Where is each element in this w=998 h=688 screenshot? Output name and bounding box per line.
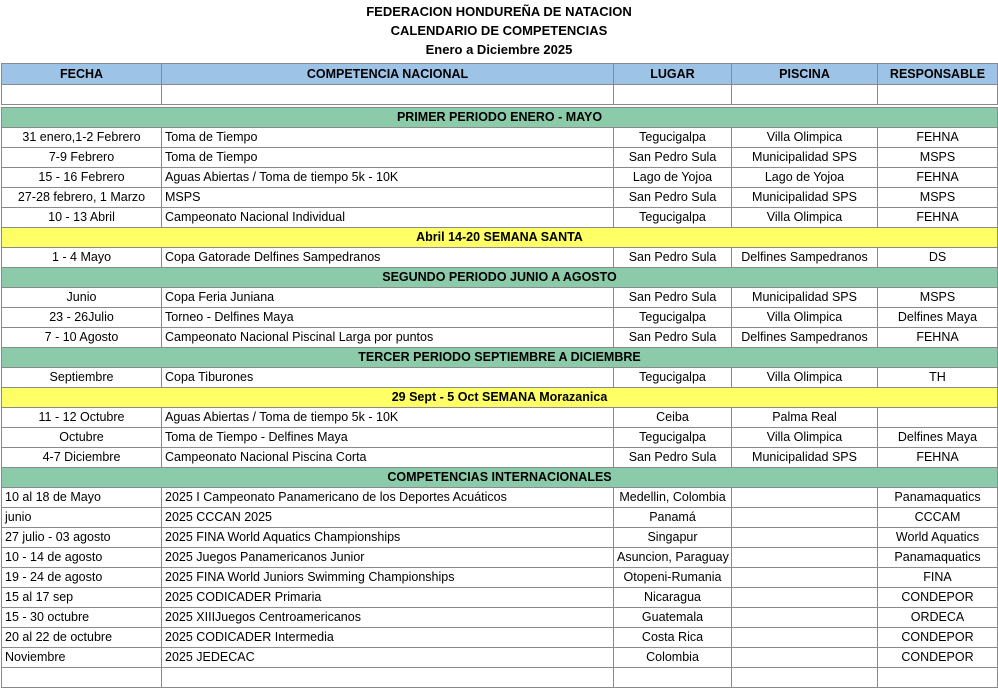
cell-fecha: 23 - 26Julio xyxy=(2,308,162,328)
cell-competencia: Copa Gatorade Delfines Sampedranos xyxy=(162,248,614,268)
cell-piscina xyxy=(732,508,878,528)
table-row xyxy=(2,188,998,208)
cell-piscina xyxy=(732,488,878,508)
document-title-block xyxy=(0,0,998,63)
cell-competencia: Toma de Tiempo - Delfines Maya xyxy=(162,428,614,448)
cell-fecha: 27-28 febrero, 1 Marzo xyxy=(2,188,162,208)
cell-competencia: Campeonato Nacional Piscinal Larga por puntos xyxy=(162,328,614,348)
blank-cell xyxy=(162,85,614,105)
cell-responsable: FEHNA xyxy=(878,208,998,228)
semana-santa-row: Abril 14-20 SEMANA SANTA xyxy=(2,228,998,248)
blank-cell xyxy=(2,85,162,105)
blank-cell xyxy=(2,668,162,688)
cell-lugar: Tegucigalpa xyxy=(614,128,732,148)
cell-competencia: 2025 Juegos Panamericanos Junior xyxy=(162,548,614,568)
cell-fecha: 1 - 4 Mayo xyxy=(2,248,162,268)
cell-piscina: Palma Real xyxy=(732,408,878,428)
cell-lugar: Tegucigalpa xyxy=(614,208,732,228)
cell-fecha: 20 al 22 de octubre xyxy=(2,628,162,648)
cell-responsable: Delfines Maya xyxy=(878,308,998,328)
cell-lugar: San Pedro Sula xyxy=(614,188,732,208)
section-tercer-periodo: TERCER PERIODO SEPTIEMBRE A DICIEMBRE xyxy=(2,348,998,368)
cell-lugar: Lago de Yojoa xyxy=(614,168,732,188)
cell-lugar: San Pedro Sula xyxy=(614,288,732,308)
section-segundo-periodo: SEGUNDO PERIODO JUNIO A AGOSTO xyxy=(2,268,998,288)
cell-competencia: 2025 CCCAN 2025 xyxy=(162,508,614,528)
table-row xyxy=(2,508,998,528)
cell-competencia: 2025 CODICADER Primaria xyxy=(162,588,614,608)
cell-piscina: Delfines Sampedranos xyxy=(732,328,878,348)
cell-fecha: junio xyxy=(2,508,162,528)
table-row xyxy=(2,308,998,328)
cell-piscina xyxy=(732,608,878,628)
cell-fecha: 11 - 12 Octubre xyxy=(2,408,162,428)
cell-fecha: 7 - 10 Agosto xyxy=(2,328,162,348)
cell-fecha: Octubre xyxy=(2,428,162,448)
cell-fecha: Septiembre xyxy=(2,368,162,388)
table-row xyxy=(2,128,998,148)
cell-piscina xyxy=(732,588,878,608)
cell-responsable: FINA xyxy=(878,568,998,588)
section-row xyxy=(2,468,998,488)
cell-lugar: Colombia xyxy=(614,648,732,668)
blank-cell xyxy=(732,85,878,105)
blank-cell xyxy=(878,85,998,105)
cell-fecha: 10 al 18 de Mayo xyxy=(2,488,162,508)
table-row xyxy=(2,448,998,468)
cell-piscina xyxy=(732,528,878,548)
cell-piscina xyxy=(732,648,878,668)
cell-piscina: Villa Olimpica xyxy=(732,428,878,448)
cell-responsable: World Aquatics xyxy=(878,528,998,548)
table-row xyxy=(2,168,998,188)
table-row xyxy=(2,208,998,228)
cell-piscina: Municipalidad SPS xyxy=(732,288,878,308)
table-row xyxy=(2,528,998,548)
header-lugar: LUGAR xyxy=(614,64,732,85)
blank-cell xyxy=(732,668,878,688)
cell-responsable: DS xyxy=(878,248,998,268)
calendar-table xyxy=(1,63,998,688)
cell-responsable: Panamaquatics xyxy=(878,488,998,508)
cell-piscina xyxy=(732,628,878,648)
blank-cell xyxy=(162,668,614,688)
header-row xyxy=(2,64,998,85)
table-row xyxy=(2,488,998,508)
cell-responsable: MSPS xyxy=(878,148,998,168)
cell-lugar: Asuncion, Paraguay xyxy=(614,548,732,568)
cell-responsable: Panamaquatics xyxy=(878,548,998,568)
cell-competencia: Campeonato Nacional Piscina Corta xyxy=(162,448,614,468)
section-row xyxy=(2,108,998,128)
cell-fecha: 10 - 14 de agosto xyxy=(2,548,162,568)
highlight-row xyxy=(2,388,998,408)
cell-fecha: 15 - 30 octubre xyxy=(2,608,162,628)
table-row xyxy=(2,428,998,448)
title-line-2: CALENDARIO DE COMPETENCIAS xyxy=(390,23,608,38)
cell-piscina: Lago de Yojoa xyxy=(732,168,878,188)
cell-lugar: Costa Rica xyxy=(614,628,732,648)
cell-lugar: San Pedro Sula xyxy=(614,148,732,168)
cell-responsable: CONDEPOR xyxy=(878,648,998,668)
cell-competencia: 2025 I Campeonato Panamericano de los Deportes Acuáticos xyxy=(162,488,614,508)
cell-responsable: MSPS xyxy=(878,188,998,208)
cell-lugar: Panamá xyxy=(614,508,732,528)
table-row xyxy=(2,288,998,308)
cell-fecha: Noviembre xyxy=(2,648,162,668)
cell-fecha: 10 - 13 Abril xyxy=(2,208,162,228)
cell-competencia: 2025 CODICADER Intermedia xyxy=(162,628,614,648)
header-responsable: RESPONSABLE xyxy=(878,64,998,85)
table-row xyxy=(2,568,998,588)
cell-piscina: Villa Olimpica xyxy=(732,208,878,228)
cell-responsable: CONDEPOR xyxy=(878,588,998,608)
cell-competencia: Campeonato Nacional Individual xyxy=(162,208,614,228)
cell-competencia: 2025 JEDECAC xyxy=(162,648,614,668)
cell-competencia: 2025 XIIIJuegos Centroamericanos xyxy=(162,608,614,628)
cell-lugar: Tegucigalpa xyxy=(614,368,732,388)
highlight-row xyxy=(2,228,998,248)
section-row xyxy=(2,268,998,288)
cell-piscina: Delfines Sampedranos xyxy=(732,248,878,268)
table-row xyxy=(2,608,998,628)
cell-responsable: MSPS xyxy=(878,288,998,308)
table-row xyxy=(2,328,998,348)
cell-fecha: 31 enero,1-2 Febrero xyxy=(2,128,162,148)
cell-responsable: Delfines Maya xyxy=(878,428,998,448)
blank-cell xyxy=(614,668,732,688)
cell-lugar: Tegucigalpa xyxy=(614,308,732,328)
cell-fecha: 15 al 17 sep xyxy=(2,588,162,608)
cell-lugar: Tegucigalpa xyxy=(614,428,732,448)
section-internacionales: COMPETENCIAS INTERNACIONALES xyxy=(2,468,998,488)
cell-competencia: Aguas Abiertas / Toma de tiempo 5k - 10K xyxy=(162,408,614,428)
cell-lugar: Medellin, Colombia xyxy=(614,488,732,508)
table-row xyxy=(2,628,998,648)
cell-lugar: Nicaragua xyxy=(614,588,732,608)
cell-piscina: Villa Olimpica xyxy=(732,368,878,388)
blank-row xyxy=(2,668,998,688)
cell-lugar: Ceiba xyxy=(614,408,732,428)
table-row xyxy=(2,368,998,388)
cell-competencia: Toma de Tiempo xyxy=(162,148,614,168)
cell-fecha: Junio xyxy=(2,288,162,308)
header-fecha: FECHA xyxy=(2,64,162,85)
cell-fecha: 4-7 Diciembre xyxy=(2,448,162,468)
cell-competencia: Copa Feria Juniana xyxy=(162,288,614,308)
cell-responsable: ORDECA xyxy=(878,608,998,628)
cell-fecha: 19 - 24 de agosto xyxy=(2,568,162,588)
blank-row xyxy=(2,85,998,105)
cell-fecha: 7-9 Febrero xyxy=(2,148,162,168)
table-row xyxy=(2,548,998,568)
cell-responsable xyxy=(878,408,998,428)
cell-piscina: Villa Olimpica xyxy=(732,308,878,328)
cell-piscina xyxy=(732,568,878,588)
cell-responsable: CCCAM xyxy=(878,508,998,528)
blank-cell xyxy=(878,668,998,688)
title-line-3: Enero a Diciembre 2025 xyxy=(425,42,573,57)
cell-fecha: 27 julio - 03 agosto xyxy=(2,528,162,548)
cell-fecha: 15 - 16 Febrero xyxy=(2,168,162,188)
cell-competencia: 2025 FINA World Juniors Swimming Championships xyxy=(162,568,614,588)
cell-piscina: Villa Olimpica xyxy=(732,128,878,148)
cell-responsable: CONDEPOR xyxy=(878,628,998,648)
header-competencia: COMPETENCIA NACIONAL xyxy=(162,64,614,85)
cell-responsable: FEHNA xyxy=(878,168,998,188)
semana-morazanica-row: 29 Sept - 5 Oct SEMANA Morazanica xyxy=(2,388,998,408)
cell-competencia: Toma de Tiempo xyxy=(162,128,614,148)
cell-lugar: Singapur xyxy=(614,528,732,548)
table-row xyxy=(2,408,998,428)
cell-competencia: Aguas Abiertas / Toma de tiempo 5k - 10K xyxy=(162,168,614,188)
table-row xyxy=(2,588,998,608)
cell-piscina: Municipalidad SPS xyxy=(732,448,878,468)
cell-lugar: Otopeni-Rumania xyxy=(614,568,732,588)
table-row xyxy=(2,248,998,268)
cell-competencia: MSPS xyxy=(162,188,614,208)
cell-piscina xyxy=(732,548,878,568)
cell-competencia: Copa Tiburones xyxy=(162,368,614,388)
cell-lugar: Guatemala xyxy=(614,608,732,628)
cell-responsable: FEHNA xyxy=(878,128,998,148)
section-primer-periodo: PRIMER PERIODO ENERO - MAYO xyxy=(2,108,998,128)
title-line-1: FEDERACION HONDUREÑA DE NATACION xyxy=(366,4,632,19)
table-row xyxy=(2,648,998,668)
cell-lugar: San Pedro Sula xyxy=(614,448,732,468)
cell-competencia: Torneo - Delfines Maya xyxy=(162,308,614,328)
cell-responsable: FEHNA xyxy=(878,328,998,348)
cell-lugar: San Pedro Sula xyxy=(614,248,732,268)
cell-piscina: Municipalidad SPS xyxy=(732,188,878,208)
cell-lugar: San Pedro Sula xyxy=(614,328,732,348)
cell-piscina: Municipalidad SPS xyxy=(732,148,878,168)
section-row xyxy=(2,348,998,368)
blank-cell xyxy=(614,85,732,105)
cell-responsable: TH xyxy=(878,368,998,388)
table-row xyxy=(2,148,998,168)
cell-responsable: FEHNA xyxy=(878,448,998,468)
cell-competencia: 2025 FINA World Aquatics Championships xyxy=(162,528,614,548)
header-piscina: PISCINA xyxy=(732,64,878,85)
